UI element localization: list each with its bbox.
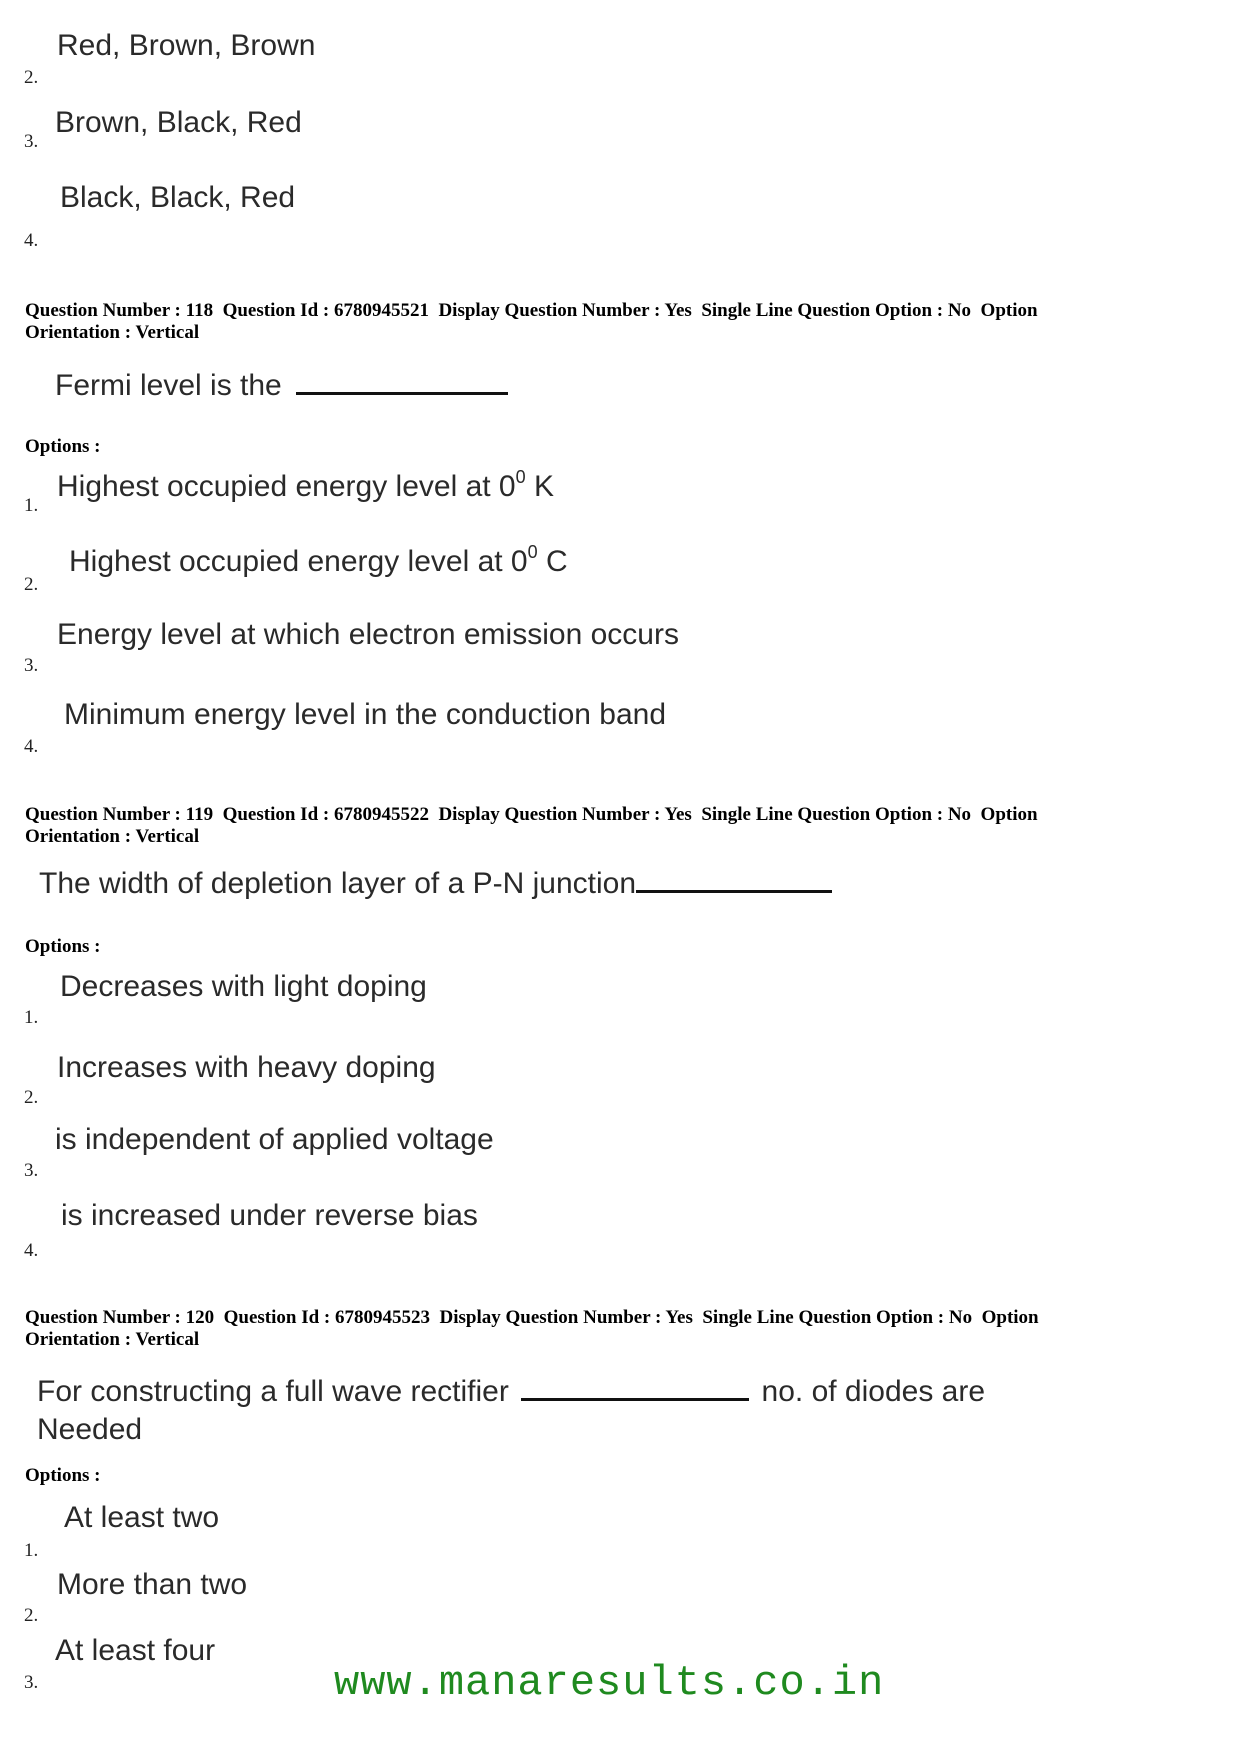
option-text-unit: K — [525, 470, 554, 503]
option-text: More than two — [57, 1568, 248, 1601]
fill-blank — [296, 366, 508, 395]
options-label: Options : — [25, 936, 101, 957]
option-number: 3. — [24, 1160, 39, 1181]
option-number: 3. — [24, 131, 39, 152]
option-number: 4. — [24, 736, 39, 757]
option-number: 3. — [24, 655, 39, 676]
question-text-content: no. of diodes are — [761, 1375, 986, 1408]
option-number: 1. — [24, 1540, 39, 1561]
superscript: 0 — [515, 467, 526, 487]
option-number: 4. — [24, 230, 39, 251]
option-text-main: Highest occupied energy level at 0 — [57, 470, 516, 503]
option-number: 3. — [24, 1672, 39, 1693]
option-text-main: Highest occupied energy level at 0 — [69, 545, 528, 578]
question-meta-line: Question Number : 119 Question Id : 6780945522 Display Question Number : Yes Single Line Question Option : No Option — [25, 804, 1038, 825]
question-meta-line: Orientation : Vertical — [25, 1329, 200, 1350]
question-text-content: The width of depletion layer of a P-N junction — [39, 867, 636, 900]
option-text: is independent of applied voltage — [55, 1123, 494, 1156]
option-text: Increases with heavy doping — [57, 1051, 436, 1084]
option-text: Red, Brown, Brown — [57, 29, 316, 62]
option-number: 1. — [24, 495, 39, 516]
options-label: Options : — [25, 436, 101, 457]
option-text-unit: C — [537, 545, 568, 578]
option-number: 2. — [24, 1605, 39, 1626]
question-text-content: Fermi level is the — [55, 369, 282, 402]
option-text: At least four — [55, 1634, 216, 1667]
question-meta — [25, 1307, 1205, 1351]
option-text: Black, Black, Red — [60, 181, 296, 214]
option-number: 4. — [24, 1240, 39, 1261]
option-number: 2. — [24, 67, 39, 88]
options-label: Options : — [25, 1465, 101, 1486]
fill-blank — [521, 1372, 749, 1401]
option-text: Energy level at which electron emission occurs — [57, 618, 679, 651]
option-text: is increased under reverse bias — [61, 1199, 478, 1232]
watermark-url: www.manaresults.co.in — [334, 1659, 885, 1707]
question-meta-line: Orientation : Vertical — [25, 322, 200, 343]
option-number: 2. — [24, 1087, 39, 1108]
question-meta-line: Question Number : 120 Question Id : 6780945523 Display Question Number : Yes Single Line Question Option : No Option — [25, 1307, 1039, 1328]
superscript: 0 — [527, 542, 538, 562]
question-text — [55, 366, 508, 405]
fill-blank — [636, 864, 832, 893]
option-text: Minimum energy level in the conduction band — [64, 698, 667, 731]
option-number: 2. — [24, 574, 39, 595]
question-text — [39, 864, 832, 903]
question-text-content: For constructing a full wave rectifier — [37, 1375, 509, 1408]
option-text: Decreases with light doping — [60, 970, 427, 1003]
question-meta-line: Orientation : Vertical — [25, 826, 200, 847]
question-text — [37, 1372, 985, 1449]
question-meta — [25, 804, 1205, 848]
option-text: Brown, Black, Red — [55, 106, 302, 139]
question-meta — [25, 300, 1205, 344]
question-text-content: Needed — [37, 1413, 143, 1446]
option-text — [57, 467, 554, 503]
option-text — [69, 542, 568, 578]
option-text: At least two — [64, 1501, 220, 1534]
question-meta-line: Question Number : 118 Question Id : 6780945521 Display Question Number : Yes Single Line Question Option : No Option — [25, 300, 1038, 321]
option-number: 1. — [24, 1007, 39, 1028]
